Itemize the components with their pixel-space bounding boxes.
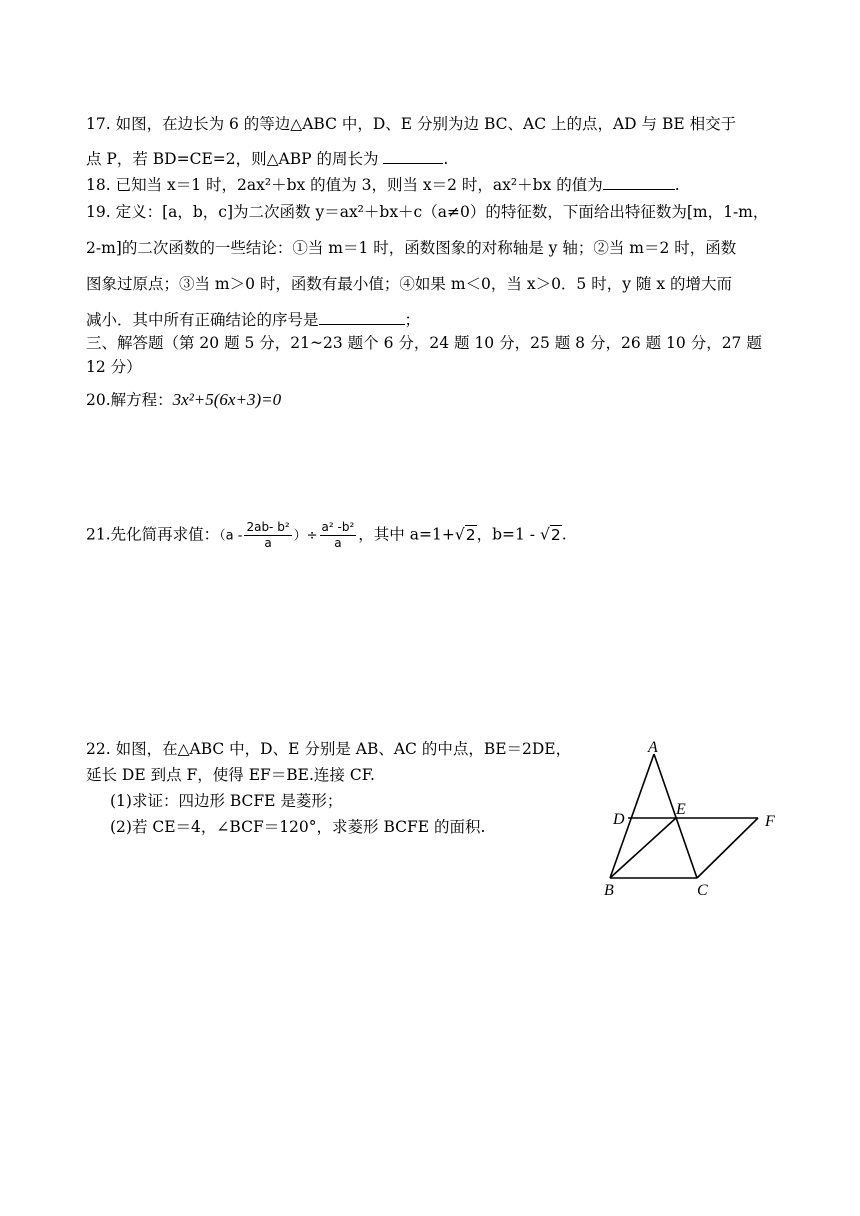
- q21-condition-end: .: [561, 525, 567, 544]
- q22-line1: 22. 如图，在△ABC 中，D、E 分别是 AB、AC 的中点，BE＝2DE，: [86, 740, 572, 758]
- question-17: [86, 112, 781, 169]
- q17-line2: [86, 147, 781, 169]
- q19-line4-text: 减小．其中所有正确结论的序号是: [86, 311, 319, 329]
- question-20: [86, 388, 781, 410]
- question-18: [86, 173, 781, 195]
- q21-line: [86, 520, 781, 551]
- q21-sqrt-a-radicand: 2: [465, 525, 476, 544]
- q17-line1: 17. 如图，在边长为 6 的等边△ABC 中，D、E 分别为边 BC、AC 上的点，AD 与 BE 相交于: [86, 115, 737, 133]
- q19-line1: 19. 定义：[a，b，c]为二次函数 y＝ax²＋bx＋c（a≠0）的特征数，下面给出特征数为[m，1-m，: [86, 203, 769, 221]
- q21-sqrt-b-radicand: 2: [550, 525, 561, 544]
- q18-text: 18. 已知当 x＝1 时，2ax²＋bx 的值为 3，则当 x＝2 时，ax²＋bx 的值为: [86, 176, 603, 194]
- q21-open: （a -: [219, 528, 243, 544]
- q22-part2: (2)若 CE＝4，∠BCF＝120°，求菱形 BCFE 的面积.: [110, 818, 486, 836]
- label-A: A: [648, 739, 658, 756]
- q18-end: .: [674, 176, 680, 194]
- q19-line3: 图象过原点；③当 m＞0 时，函数有最小值；④如果 m＜0，当 x＞0．5 时，y 随 x 的增大而: [86, 275, 732, 293]
- segment-CF: [697, 818, 758, 878]
- q21-sqrt-a: √2: [454, 525, 476, 544]
- q21-condition-mid: ，b=1 -: [476, 525, 536, 544]
- label-C: C: [697, 882, 708, 899]
- label-F: F: [765, 813, 775, 830]
- q21-frac2-denominator: a: [334, 536, 342, 550]
- q22-line2: 延长 DE 到点 F，使得 EF＝BE.连接 CF.: [86, 766, 375, 784]
- triangle-rhombus-figure: [600, 738, 790, 903]
- q22-part1: (1)求证：四边形 BCFE 是菱形；: [110, 792, 343, 810]
- q18-line: [86, 173, 781, 195]
- question-21: [86, 520, 781, 551]
- q21-frac1-denominator: a: [264, 536, 272, 550]
- q21-close-divide: ）÷: [293, 528, 318, 544]
- q19-line4: [86, 308, 781, 330]
- label-B: B: [604, 882, 614, 899]
- q19-answer-blank[interactable]: [319, 309, 405, 325]
- q20-line: [86, 388, 781, 410]
- q18-answer-blank[interactable]: [603, 174, 675, 190]
- q21-frac1-numerator: 2ab- b²: [246, 520, 290, 534]
- q21-frac2-numerator: a² -b²: [321, 520, 355, 534]
- q21-fraction-2: [320, 520, 357, 551]
- q19-line2: 2-m]的二次函数的一些结论：①当 m＝1 时，函数图象的对称轴是 y 轴；②当 m＝2 时，函数: [86, 239, 737, 257]
- label-E: E: [676, 801, 686, 818]
- q21-fraction-1: [244, 520, 291, 551]
- q21-condition-pre: ，其中 a=1+: [358, 525, 455, 544]
- q17-line2-end: .: [443, 150, 449, 168]
- q17-line2-text: 点 P，若 BD=CE=2，则△ABP 的周长为: [86, 150, 384, 168]
- q21-label: 21.先化简再求值：: [86, 525, 220, 544]
- q20-label: 20.解方程：: [86, 391, 173, 409]
- q21-sqrt-b: √2: [535, 525, 561, 544]
- question-22: [86, 737, 596, 837]
- question-19: [86, 200, 781, 330]
- section-3-line1: 三、解答题（第 20 题 5 分，21~23 题个 6 分，24 题 10 分，25 题 8 分，26 题 10 分，27 题: [86, 334, 762, 352]
- label-D: D: [613, 811, 625, 828]
- section-3-line2: 12 分）: [86, 358, 142, 376]
- q20-equation: 3x²+5(6x+3)=0: [172, 390, 282, 409]
- q17-answer-blank[interactable]: [383, 148, 443, 164]
- q19-line4-end: ；: [404, 311, 421, 329]
- section-3-heading: [86, 331, 781, 377]
